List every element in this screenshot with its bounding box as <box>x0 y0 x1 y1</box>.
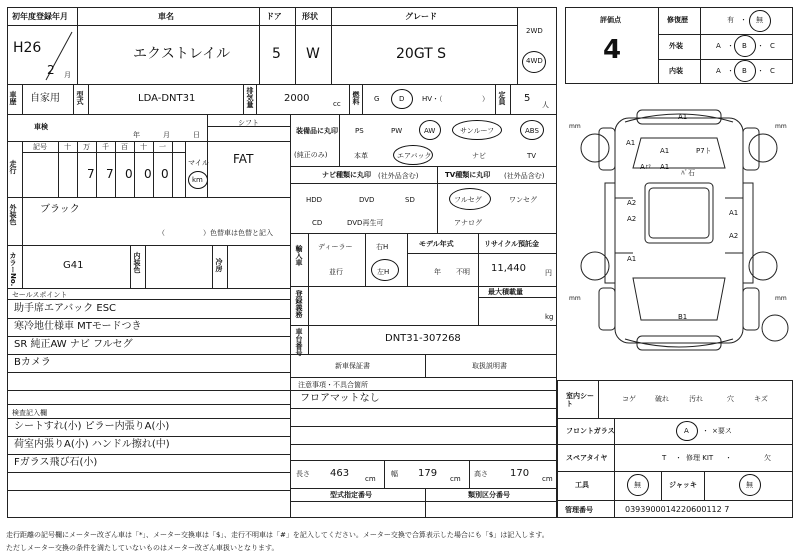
equip-tv: TV <box>527 152 537 160</box>
shape: W <box>306 46 320 62</box>
drive-2wd: 2WD <box>526 27 543 35</box>
repair-label: 修復歴 <box>667 16 688 24</box>
reg-year: H26 <box>13 40 42 56</box>
svg-text:mm: mm <box>775 123 787 130</box>
capacity-label: 定員 <box>498 91 506 105</box>
seat-label: 室内シート <box>566 392 594 409</box>
diagram-mark-front: A1 <box>678 113 688 121</box>
type-designation-label: 型式指定番号 <box>330 491 372 499</box>
color-label: 外装色 <box>9 204 17 225</box>
place-label-0: 十 <box>64 143 71 151</box>
equip-abs: ABS <box>525 127 539 135</box>
diagram-mark-hood-left: A1 <box>626 139 636 147</box>
shift: FAT <box>233 152 254 166</box>
capacity-unit: 人 <box>542 101 549 109</box>
mgmt-number: 0393900014220600112 7 <box>625 505 730 514</box>
length: 463 <box>330 468 350 479</box>
windshield-x: ×要ス <box>712 427 732 435</box>
max-load-label: 最大積載量 <box>488 288 523 296</box>
fuel-g: G <box>374 95 380 103</box>
check-label: 検査記入欄 <box>12 409 47 417</box>
windshield-dot: ・ <box>702 427 709 435</box>
length-cm: cm <box>365 475 376 483</box>
car-name: エクストレイル <box>133 46 231 62</box>
inspection-year: 年 <box>133 131 140 139</box>
place-label-4: 十 <box>140 143 147 151</box>
svg-text:mm: mm <box>775 295 787 302</box>
interior-dot1: ・ <box>727 67 734 75</box>
interior-dot2: ・ <box>757 67 764 75</box>
width-label: 幅 <box>391 470 398 478</box>
import-parallel: 並行 <box>329 268 343 276</box>
equip-navi: ナビ <box>472 152 486 160</box>
import-left-h: 左H <box>377 268 390 276</box>
interior-b: B <box>742 67 747 75</box>
diagram-mark-hood-left2: Aロ <box>640 163 652 171</box>
navi-dvd-play: DVD再生可 <box>347 219 384 227</box>
height-cm: cm <box>542 475 553 483</box>
seat-dirt: 汚れ <box>689 395 703 403</box>
exterior-dot2: ・ <box>757 42 764 50</box>
mileage-digit-4: 0 <box>161 167 169 181</box>
inspection-month: 月 <box>163 131 170 139</box>
usage-label: 車歴 <box>9 91 17 105</box>
color-note-close: ） <box>203 229 210 237</box>
place-label-3: 百 <box>121 143 128 151</box>
drive-4wd: 4WD <box>526 57 543 65</box>
tv-sub: (社外品含む) <box>504 172 545 180</box>
spare-dot2: ・ <box>725 454 732 462</box>
diagram-mark-left-door1: A2 <box>627 199 637 207</box>
equipment-sub-label: (純正のみ) <box>294 151 328 159</box>
recycle-label: リサイクル預託金 <box>484 240 540 248</box>
seat-tear: 破れ <box>655 395 669 403</box>
repair-dot: ・ <box>740 16 747 24</box>
width: 179 <box>418 468 438 479</box>
interior-a: A <box>716 67 721 75</box>
sales-line-2: SR 純正AW ナビ フルセグ <box>14 339 133 350</box>
svg-text:mm: mm <box>569 123 581 130</box>
grade-label: グレード <box>405 12 437 21</box>
fuel-hv: HV・（ <box>422 95 443 103</box>
footer-line1: 走行距離の記号欄にメーター改ざん車は「*」、メーター交換車は「$」、走行不明車は「#」を記入してください。メーター交換で合算表示した場合にも「$」は記入します。 <box>6 531 549 539</box>
mileage-digit-0: 7 <box>87 167 95 181</box>
exterior-c: C <box>770 42 775 50</box>
place-label-5: 一 <box>159 143 166 151</box>
exterior-label: 外装 <box>669 42 683 50</box>
displacement: 2000 <box>284 93 310 104</box>
height: 170 <box>510 468 530 479</box>
tv-fullseg: フルセグ <box>454 196 482 204</box>
year-unknown: 不明 <box>456 268 470 276</box>
cc: cc <box>333 100 341 108</box>
fuel-label: 燃料 <box>352 91 360 105</box>
import-dealer: ディーラー <box>318 243 353 251</box>
place-label-1: 万 <box>83 143 90 151</box>
navi-dvd: DVD <box>359 196 375 204</box>
score-label: 評価点 <box>600 16 621 24</box>
equip-pw: PW <box>391 127 403 135</box>
color-note-open: （ <box>158 229 165 237</box>
month-unit: 月 <box>64 71 71 79</box>
diagram-mark-right-door1: A1 <box>729 209 739 217</box>
spare-label: スペアタイヤ <box>566 454 608 462</box>
color-value: ブラック <box>40 204 80 215</box>
footer-line2: ただしメーター交換の条件を満たしていないものはメーター改ざん車扱いとなります。 <box>6 544 279 552</box>
inspection-day: 日 <box>193 131 200 139</box>
new-car-warranty: 新車保証書 <box>335 362 370 370</box>
car-diagram <box>565 88 793 378</box>
fuel-d: D <box>399 95 405 103</box>
mileage-digit-1: 7 <box>106 167 114 181</box>
windshield-a: A <box>684 427 689 435</box>
height-label: 高さ <box>474 470 488 478</box>
equip-ps: PS <box>355 127 364 135</box>
diagram-mark-right-door2: A2 <box>729 232 739 240</box>
interior-label: 内装 <box>669 67 683 75</box>
grade: 20GT S <box>396 46 447 62</box>
check-line-1: 荷室内張りA(小) ハンドル擦れ(中) <box>14 439 170 450</box>
mileage-symbol-label: 記号 <box>33 143 47 151</box>
color-no-label: カラーNo. <box>9 252 17 287</box>
equip-aw: AW <box>424 127 436 135</box>
mgmt-label: 管理番号 <box>565 506 593 514</box>
recycle-amount: 11,440 <box>491 263 526 274</box>
spare-dot: ・ <box>675 454 682 462</box>
navi-label: ナビ種類に丸印 <box>322 171 371 179</box>
diagram-mark-hood-right: P7ト <box>696 147 712 155</box>
registration-label: 登録義務 <box>295 290 303 318</box>
navi-sub: (社外品含む) <box>378 172 419 180</box>
exterior-dot1: ・ <box>727 42 734 50</box>
exterior-a: A <box>716 42 721 50</box>
exterior-b: B <box>742 42 747 50</box>
usage: 自家用 <box>30 93 60 104</box>
mileage-label: 走行 <box>9 160 17 174</box>
interior-c: C <box>770 67 775 75</box>
mileage-digit-2: 0 <box>125 167 133 181</box>
mile-label: マイル <box>188 159 209 167</box>
door-label: ドア <box>266 12 282 21</box>
import-label: 輸入車 <box>295 245 303 266</box>
navi-sd: SD <box>405 196 415 204</box>
notes-label: 注意事項・不具合箇所 <box>298 381 368 389</box>
sales-line-0: 助手席エアバック ESC <box>14 303 117 314</box>
seat-hole: 穴 <box>727 395 734 403</box>
tools-none: 無 <box>634 481 641 489</box>
diagram-mark-windshield: ﾊﾞ石 <box>681 169 695 177</box>
import-right-h: 右H <box>376 243 389 251</box>
repair-none: 無 <box>756 16 763 24</box>
tv-oneseg: ワンセグ <box>509 196 537 204</box>
diagram-mark-hood-mid: A1 <box>660 147 670 155</box>
reg-year-label: 初年度登録年月 <box>12 12 68 21</box>
manual: 取扱説明書 <box>472 362 507 370</box>
jack-none: 無 <box>746 481 753 489</box>
chassis-label: 車台番号 <box>295 328 303 356</box>
diagram-mark-left-door2: A2 <box>627 215 637 223</box>
score: 4 <box>603 35 622 65</box>
spare-t: T <box>662 454 667 462</box>
diagram-mark-left-rear: A1 <box>627 255 637 263</box>
tv-analog: アナログ <box>454 219 482 227</box>
svg-text:mm: mm <box>569 295 581 302</box>
width-cm: cm <box>450 475 461 483</box>
shape-label: 形状 <box>302 12 318 21</box>
class-number-label: 類別区分番号 <box>468 491 510 499</box>
color-no: G41 <box>63 260 84 271</box>
length-label: 長さ <box>296 470 310 478</box>
diagram-mark-rear: B1 <box>678 313 688 321</box>
notes-value: フロアマットなし <box>300 393 380 404</box>
sales-line-3: Bカメラ <box>14 357 51 368</box>
seat-burn: コゲ <box>622 395 636 403</box>
place-label-2: 千 <box>102 143 109 151</box>
model-year-label: モデル年式 <box>419 240 454 248</box>
reg-month: 2 <box>47 63 55 77</box>
kg: kg <box>545 313 554 321</box>
seat-scratch: キズ <box>754 395 768 403</box>
sales-line-1: 寒冷地仕様車 MTモードつき <box>14 321 142 332</box>
doors: 5 <box>272 46 281 62</box>
check-line-0: シートすれ(小) ピラー内張りA(小) <box>14 421 170 432</box>
spare-repair: 修理 KIT <box>686 454 714 462</box>
km: km <box>192 176 203 184</box>
equip-airbag: エアバック <box>397 152 432 160</box>
diagram-mark-hood-mid2: A1 <box>660 163 670 171</box>
displacement-label: 排気量 <box>246 87 254 108</box>
check-line-2: Fガラス飛び石(小) <box>14 457 98 468</box>
color-note: 色替車は色替と記入 <box>210 229 273 237</box>
spare-none: 欠 <box>764 454 771 462</box>
shift-label: シフト <box>238 119 259 127</box>
windshield-label: フロントガラス <box>566 427 615 435</box>
capacity: 5 <box>524 93 531 104</box>
mileage-digit-3: 0 <box>144 167 152 181</box>
repair-yes: 有 <box>727 16 734 24</box>
jack-label: ジャッキ <box>669 481 697 489</box>
model: LDA-DNT31 <box>138 93 196 104</box>
tools-label: 工具 <box>575 481 589 489</box>
inspection-label: 車検 <box>34 123 48 131</box>
navi-cd: CD <box>312 219 323 227</box>
chassis-number: DNT31-307268 <box>385 333 461 344</box>
tv-label: TV種類に丸印 <box>445 171 491 179</box>
navi-hdd: HDD <box>306 196 323 204</box>
fuel-close: ） <box>482 95 489 103</box>
sales-points-label: セールスポイント <box>12 291 68 299</box>
equip-leather: 本革 <box>354 152 368 160</box>
equipment-label: 装備品に丸印 <box>296 127 338 135</box>
car-name-label: 車名 <box>158 12 174 21</box>
yen: 円 <box>545 269 552 277</box>
equip-sunroof: サンルーフ <box>460 127 495 135</box>
model-label: 型式 <box>76 91 84 105</box>
ac-label: 冷房 <box>215 258 223 272</box>
interior-color-label: 内装色 <box>133 252 141 273</box>
year-unit: 年 <box>434 268 441 276</box>
